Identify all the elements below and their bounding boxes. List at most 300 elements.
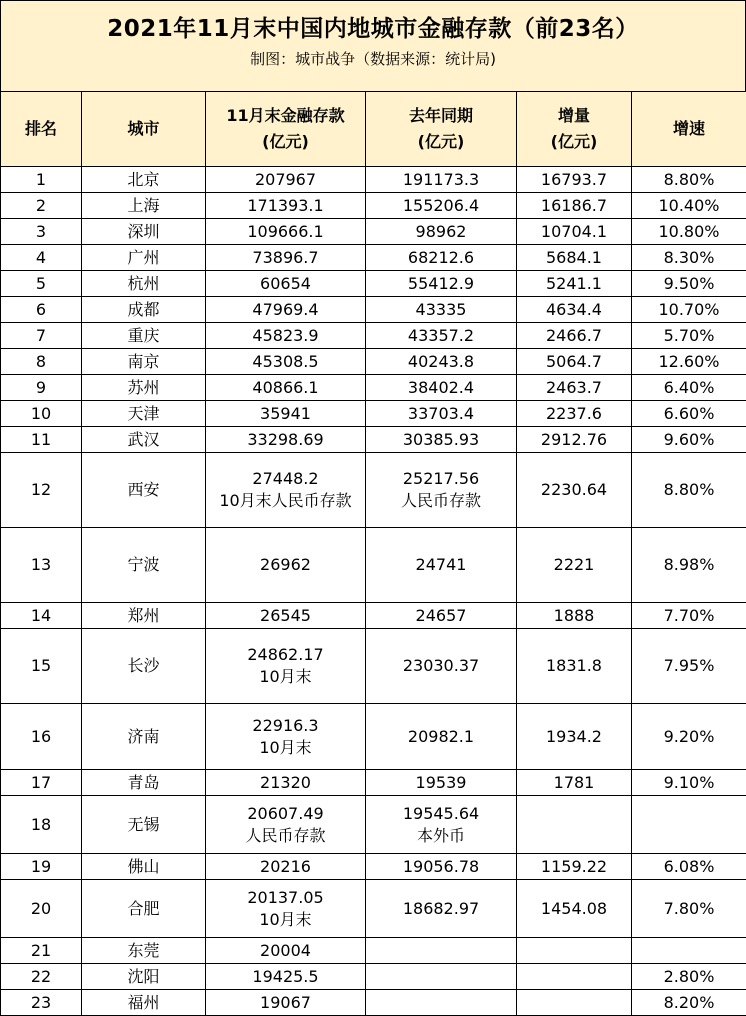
rank-cell-value: 15 — [30, 656, 52, 675]
last-year-cell — [366, 375, 517, 401]
growth-cell-value: 9.10% — [663, 772, 715, 792]
rank-cell — [1, 770, 82, 796]
deposit-cell — [206, 880, 366, 938]
table-row — [1, 427, 746, 453]
rank-cell-value: 4 — [35, 247, 47, 267]
increase-cell-value: 1888 — [553, 605, 595, 625]
last-year-cell-value: 19545.64 — [402, 803, 480, 823]
city-cell-value: 苏州 — [127, 377, 160, 397]
header-increase-unit: (亿元) — [550, 132, 598, 151]
rank-cell-value: 12 — [30, 480, 52, 499]
rank-cell — [1, 704, 82, 770]
table-row — [1, 453, 746, 528]
rank-cell — [1, 964, 82, 990]
deposit-cell — [206, 245, 366, 271]
city-cell-value: 北京 — [127, 169, 160, 189]
last-year-cell — [366, 193, 517, 219]
increase-cell-value: 2221 — [553, 555, 595, 574]
header-deposit — [206, 92, 366, 167]
table-row — [1, 193, 746, 219]
deposit-cell — [206, 964, 366, 990]
deposit-cell-value: 171393.1 — [247, 195, 324, 215]
rank-cell — [1, 323, 82, 349]
header-last-year-label: 去年同期 — [408, 106, 473, 125]
city-cell — [82, 167, 206, 193]
header-last-year-unit: (亿元) — [417, 132, 465, 151]
city-cell — [82, 375, 206, 401]
last-year-cell-value: 55412.9 — [407, 273, 475, 293]
growth-cell-value: 6.60% — [663, 403, 715, 423]
city-cell — [82, 349, 206, 375]
last-year-cell-value: 40243.8 — [407, 351, 475, 371]
deposit-cell — [206, 629, 366, 704]
growth-cell-value: 8.80% — [663, 480, 715, 499]
growth-cell-value: 12.60% — [658, 351, 720, 371]
rank-cell-value: 21 — [30, 940, 52, 960]
last-year-cell-note: 人民币存款 — [400, 491, 481, 510]
city-cell-value: 上海 — [127, 195, 160, 215]
city-cell — [82, 964, 206, 990]
city-cell-value: 青岛 — [127, 772, 160, 792]
increase-cell — [517, 796, 632, 854]
city-cell — [82, 528, 206, 603]
increase-cell — [517, 603, 632, 629]
rank-cell — [1, 193, 82, 219]
table-row — [1, 401, 746, 427]
last-year-cell-value: 43357.2 — [407, 325, 475, 345]
rank-cell-value: 18 — [30, 814, 52, 834]
last-year-cell-value: 191173.3 — [402, 169, 480, 189]
increase-cell — [517, 528, 632, 603]
rank-cell — [1, 349, 82, 375]
last-year-cell — [366, 271, 517, 297]
deposit-cell — [206, 704, 366, 770]
rank-cell-value: 20 — [30, 898, 52, 918]
title-block — [0, 0, 746, 92]
increase-cell — [517, 880, 632, 938]
city-cell-value: 济南 — [127, 726, 160, 746]
deposit-cell-note: 10月末人民币存款 — [219, 491, 352, 510]
city-cell — [82, 704, 206, 770]
increase-cell — [517, 271, 632, 297]
header-last-year — [366, 92, 517, 167]
growth-cell-value: 8.20% — [663, 992, 715, 1012]
deposit-cell — [206, 770, 366, 796]
rank-cell — [1, 245, 82, 271]
last-year-cell-value: 20982.1 — [407, 726, 475, 746]
rank-cell-value: 1 — [35, 169, 47, 189]
deposit-cell — [206, 938, 366, 964]
increase-cell-value: 5684.1 — [546, 247, 602, 267]
city-cell-value: 无锡 — [127, 814, 160, 834]
deposit-cell — [206, 528, 366, 603]
deposit-cell-value: 20137.05 — [247, 887, 324, 907]
last-year-cell-value: 25217.56 — [402, 469, 480, 488]
rank-cell — [1, 167, 82, 193]
rank-cell — [1, 880, 82, 938]
deposit-cell-value: 19425.5 — [252, 966, 319, 986]
increase-cell — [517, 990, 632, 1016]
table-row — [1, 629, 746, 704]
city-cell-value: 沈阳 — [127, 966, 160, 986]
last-year-cell-value: 19056.78 — [402, 856, 480, 876]
growth-cell — [632, 297, 746, 323]
deposit-cell-value: 19067 — [260, 992, 311, 1012]
deposit-cell — [206, 375, 366, 401]
rank-cell-value: 17 — [30, 772, 52, 792]
growth-cell-value: 9.60% — [663, 429, 715, 449]
table-row — [1, 323, 746, 349]
table-row — [1, 167, 746, 193]
growth-cell-value: 10.70% — [658, 299, 720, 319]
last-year-cell-value: 98962 — [415, 221, 467, 241]
rank-cell-value: 7 — [35, 325, 47, 345]
increase-cell-value: 2230.64 — [540, 480, 608, 499]
last-year-cell — [366, 167, 517, 193]
header-growth-label: 增速 — [672, 119, 705, 138]
city-cell-value: 武汉 — [127, 429, 160, 449]
last-year-cell-value: 30385.93 — [402, 429, 480, 449]
header-deposit-label: 11月末金融存款 — [226, 106, 345, 125]
rank-cell — [1, 528, 82, 603]
growth-cell-value: 7.80% — [663, 898, 715, 918]
growth-cell — [632, 603, 746, 629]
deposit-cell-value: 45308.5 — [252, 351, 319, 371]
rank-cell — [1, 629, 82, 704]
growth-cell — [632, 964, 746, 990]
increase-cell — [517, 167, 632, 193]
growth-cell-value: 8.98% — [663, 555, 715, 574]
growth-cell-value: 8.30% — [663, 247, 715, 267]
increase-cell-value: 16186.7 — [540, 195, 608, 215]
growth-cell-value: 7.95% — [663, 656, 715, 675]
header-city — [82, 92, 206, 167]
deposit-cell-value: 26962 — [260, 555, 311, 574]
increase-cell-value: 2237.6 — [546, 403, 602, 423]
table-row — [1, 271, 746, 297]
rank-cell — [1, 427, 82, 453]
last-year-cell-value: 155206.4 — [402, 195, 480, 215]
growth-cell — [632, 990, 746, 1016]
increase-cell — [517, 375, 632, 401]
rank-cell-value: 5 — [35, 273, 47, 293]
growth-cell — [632, 770, 746, 796]
last-year-cell — [366, 854, 517, 880]
growth-cell-value: 7.70% — [663, 605, 715, 625]
rank-cell-value: 10 — [30, 403, 52, 423]
growth-cell-value: 10.40% — [658, 195, 720, 215]
growth-cell — [632, 938, 746, 964]
deposit-cell-value: 20004 — [260, 940, 311, 960]
growth-cell-value: 8.80% — [663, 169, 715, 189]
increase-cell — [517, 297, 632, 323]
rank-cell — [1, 854, 82, 880]
growth-cell — [632, 271, 746, 297]
rank-cell — [1, 271, 82, 297]
rank-cell — [1, 219, 82, 245]
growth-cell — [632, 349, 746, 375]
deposit-cell-value: 35941 — [260, 403, 311, 423]
last-year-cell — [366, 603, 517, 629]
growth-cell — [632, 375, 746, 401]
increase-cell — [517, 629, 632, 704]
growth-cell — [632, 219, 746, 245]
last-year-cell-value: 19539 — [415, 772, 467, 792]
header-deposit-unit: (亿元) — [262, 132, 309, 151]
increase-cell-value: 1781 — [553, 772, 595, 792]
city-cell — [82, 770, 206, 796]
growth-cell — [632, 704, 746, 770]
last-year-cell-value: 24657 — [415, 605, 467, 625]
increase-cell-value: 2912.76 — [540, 429, 608, 449]
deposit-cell-value: 207967 — [254, 169, 317, 189]
growth-cell-value: 5.70% — [663, 325, 715, 345]
table-row — [1, 603, 746, 629]
last-year-cell-value: 18682.97 — [402, 898, 480, 918]
increase-cell — [517, 854, 632, 880]
increase-cell — [517, 453, 632, 528]
table-row — [1, 704, 746, 770]
growth-cell-value: 10.80% — [658, 221, 720, 241]
header-growth — [632, 92, 746, 167]
city-cell-value: 长沙 — [127, 656, 160, 675]
city-cell — [82, 271, 206, 297]
city-cell — [82, 219, 206, 245]
growth-cell-value: 6.40% — [663, 377, 715, 397]
city-cell-value: 郑州 — [127, 605, 160, 625]
growth-cell — [632, 854, 746, 880]
increase-cell-value: 1934.2 — [546, 726, 602, 746]
city-cell-value: 重庆 — [127, 325, 160, 345]
rank-cell — [1, 938, 82, 964]
increase-cell — [517, 193, 632, 219]
deposit-cell — [206, 427, 366, 453]
city-cell-value: 东莞 — [127, 940, 160, 960]
deposit-cell-note: 10月末 — [259, 667, 312, 686]
increase-cell — [517, 349, 632, 375]
header-rank — [1, 92, 82, 167]
growth-cell — [632, 453, 746, 528]
rank-cell — [1, 297, 82, 323]
deposit-cell — [206, 193, 366, 219]
city-cell-value: 杭州 — [127, 273, 160, 293]
growth-cell — [632, 528, 746, 603]
increase-cell-value: 5064.7 — [546, 351, 602, 371]
deposit-cell-value: 27448.2 — [252, 469, 319, 488]
deposit-cell-value: 24862.17 — [247, 645, 324, 664]
table-row — [1, 375, 746, 401]
increase-cell — [517, 427, 632, 453]
last-year-cell — [366, 297, 517, 323]
last-year-cell — [366, 453, 517, 528]
table-row — [1, 938, 746, 964]
table-row — [1, 880, 746, 938]
rank-cell-value: 6 — [35, 299, 47, 319]
growth-cell — [632, 323, 746, 349]
increase-cell — [517, 770, 632, 796]
deposit-cell-value: 109666.1 — [247, 221, 324, 241]
increase-cell — [517, 245, 632, 271]
growth-cell — [632, 427, 746, 453]
last-year-cell — [366, 629, 517, 704]
increase-cell-value: 2463.7 — [546, 377, 602, 397]
growth-cell-value: 9.20% — [663, 726, 715, 746]
deposit-cell — [206, 167, 366, 193]
deposit-cell-value: 45823.9 — [252, 325, 319, 345]
city-cell — [82, 854, 206, 880]
city-cell-value: 天津 — [127, 403, 160, 423]
last-year-cell — [366, 427, 517, 453]
deposit-cell-value: 21320 — [260, 772, 311, 792]
deposit-cell-note: 人民币存款 — [245, 825, 326, 845]
rank-cell — [1, 796, 82, 854]
increase-cell-value: 4634.4 — [546, 299, 602, 319]
table-row — [1, 770, 746, 796]
deposit-cell — [206, 453, 366, 528]
rank-cell — [1, 603, 82, 629]
city-cell-value: 南京 — [127, 351, 160, 371]
growth-cell-value: 6.08% — [663, 856, 715, 876]
city-cell — [82, 323, 206, 349]
city-cell — [82, 297, 206, 323]
city-cell-value: 西安 — [127, 480, 160, 499]
deposit-cell — [206, 990, 366, 1016]
deposit-cell-value: 60654 — [260, 273, 311, 293]
last-year-cell-note: 本外币 — [416, 825, 465, 845]
deposit-cell-value: 20607.49 — [247, 803, 324, 823]
table-row — [1, 245, 746, 271]
last-year-cell — [366, 349, 517, 375]
increase-cell-value: 16793.7 — [540, 169, 608, 189]
header-increase — [517, 92, 632, 167]
growth-cell-value: 9.50% — [663, 273, 715, 293]
deposit-cell-value: 26545 — [260, 605, 311, 625]
increase-cell — [517, 323, 632, 349]
last-year-cell — [366, 704, 517, 770]
last-year-cell — [366, 219, 517, 245]
city-cell-value: 成都 — [127, 299, 160, 319]
city-cell — [82, 193, 206, 219]
table-body — [1, 167, 746, 1016]
deposit-cell — [206, 401, 366, 427]
deposit-cell — [206, 271, 366, 297]
table-title: 2021年11月末中国内地城市金融存款（前23名） — [107, 16, 639, 42]
increase-cell — [517, 401, 632, 427]
table-row — [1, 796, 746, 854]
increase-cell — [517, 219, 632, 245]
growth-cell-value: 2.80% — [663, 966, 715, 986]
header-row — [1, 92, 746, 167]
city-cell — [82, 629, 206, 704]
city-cell-value: 深圳 — [127, 221, 160, 241]
deposit-cell — [206, 603, 366, 629]
header-city-label: 城市 — [127, 119, 160, 138]
rank-cell-value: 13 — [30, 555, 52, 574]
rank-cell-value: 8 — [35, 351, 47, 371]
deposit-cell — [206, 796, 366, 854]
city-cell — [82, 603, 206, 629]
last-year-cell — [366, 880, 517, 938]
last-year-cell-value: 23030.37 — [402, 656, 480, 675]
city-cell — [82, 453, 206, 528]
last-year-cell-value: 33703.4 — [407, 403, 475, 423]
city-cell-value: 佛山 — [127, 856, 160, 876]
last-year-cell-value: 68212.6 — [407, 247, 475, 267]
city-cell-value: 广州 — [127, 247, 160, 267]
city-cell-value: 合肥 — [127, 898, 160, 918]
rank-cell — [1, 453, 82, 528]
increase-cell — [517, 938, 632, 964]
rank-cell-value: 16 — [30, 726, 52, 746]
rank-cell-value: 22 — [30, 966, 52, 986]
rank-cell — [1, 375, 82, 401]
header-increase-label: 增量 — [557, 106, 590, 125]
last-year-cell — [366, 990, 517, 1016]
last-year-cell — [366, 245, 517, 271]
city-cell — [82, 245, 206, 271]
growth-cell — [632, 167, 746, 193]
deposit-cell — [206, 297, 366, 323]
table-row — [1, 349, 746, 375]
deposit-table — [0, 91, 746, 1016]
last-year-cell-value: 43335 — [415, 299, 467, 319]
last-year-cell-value: 24741 — [415, 555, 467, 574]
deposit-cell — [206, 219, 366, 245]
city-cell — [82, 401, 206, 427]
city-cell — [82, 796, 206, 854]
growth-cell — [632, 629, 746, 704]
last-year-cell — [366, 401, 517, 427]
last-year-cell — [366, 938, 517, 964]
last-year-cell-value: 38402.4 — [407, 377, 475, 397]
table-subtitle: 制图：城市战争（数据来源：统计局) — [250, 50, 496, 68]
rank-cell-value: 3 — [35, 221, 47, 241]
rank-cell-value: 14 — [30, 605, 52, 625]
deposit-cell-note: 10月末 — [259, 909, 312, 929]
table-row — [1, 990, 746, 1016]
deposit-cell — [206, 854, 366, 880]
last-year-cell — [366, 796, 517, 854]
deposit-cell — [206, 349, 366, 375]
rank-cell-value: 9 — [35, 377, 47, 397]
growth-cell — [632, 796, 746, 854]
increase-cell-value: 1454.08 — [540, 898, 608, 918]
rank-cell — [1, 401, 82, 427]
city-cell — [82, 938, 206, 964]
deposit-cell-value: 73896.7 — [252, 247, 319, 267]
table-row — [1, 219, 746, 245]
increase-cell-value: 1831.8 — [546, 656, 602, 675]
growth-cell — [632, 245, 746, 271]
table-row — [1, 297, 746, 323]
rank-cell-value: 11 — [30, 429, 52, 449]
deposit-cell-value: 33298.69 — [247, 429, 324, 449]
rank-cell — [1, 990, 82, 1016]
deposit-cell-note: 10月末 — [259, 737, 312, 757]
increase-cell-value: 10704.1 — [540, 221, 608, 241]
deposit-cell — [206, 323, 366, 349]
table-row — [1, 528, 746, 603]
last-year-cell — [366, 323, 517, 349]
increase-cell-value: 2466.7 — [546, 325, 602, 345]
rank-cell-value: 19 — [30, 856, 52, 876]
deposit-cell-value: 20216 — [260, 856, 311, 876]
city-cell-value: 福州 — [127, 992, 160, 1012]
last-year-cell — [366, 528, 517, 603]
growth-cell — [632, 880, 746, 938]
growth-cell — [632, 193, 746, 219]
last-year-cell — [366, 770, 517, 796]
